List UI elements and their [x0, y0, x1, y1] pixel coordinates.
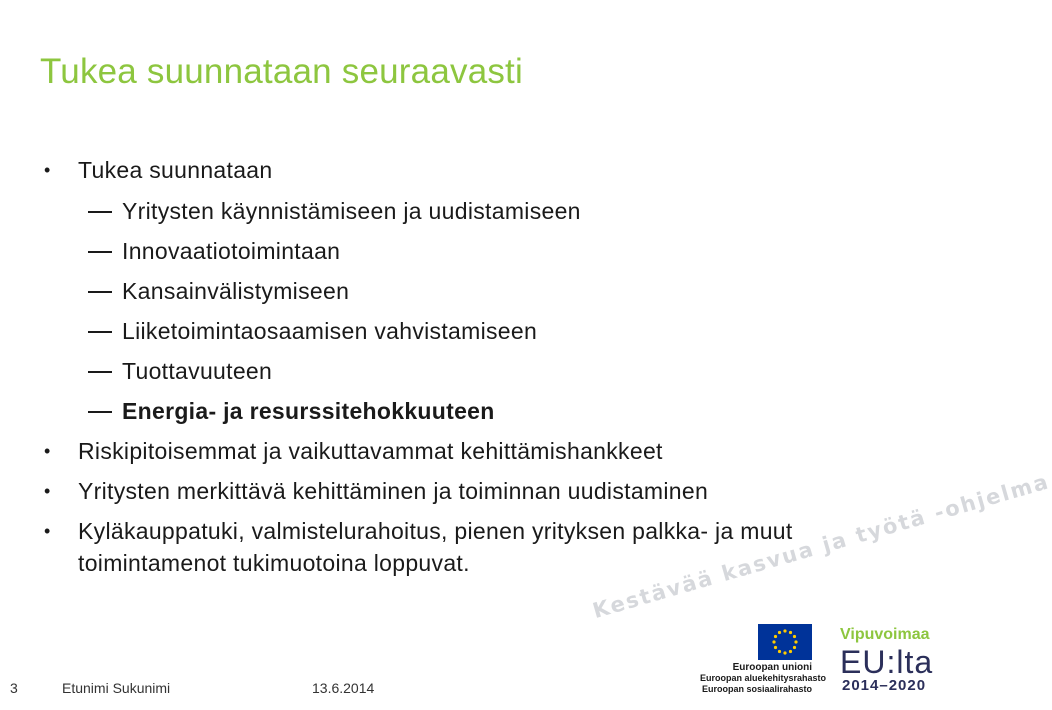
bullet-item	[44, 475, 709, 507]
bullet-item	[44, 154, 273, 186]
dash-icon	[88, 331, 112, 333]
eu-flag-icon	[758, 624, 812, 660]
eu-logo-text	[700, 662, 827, 695]
sub-bullet-text: Tuottavuuteen	[122, 358, 273, 384]
slide-title: Tukea suunnataan seuraavasti	[40, 52, 523, 91]
eu-line: Euroopan sosiaalirahasto	[701, 684, 812, 694]
sub-bullet-text: Liiketoimintaosaamisen vahvistamiseen	[122, 318, 538, 344]
sub-bullet-text: Innovaatiotoimintaan	[122, 238, 341, 264]
bullet-text: Riskipitoisemmat ja vaikuttavammat kehittämishankkeet	[78, 438, 663, 464]
sub-bullet-item	[122, 395, 495, 427]
page-number: 3	[10, 680, 18, 696]
vipuvoimaa-years: 2014–2020	[842, 677, 927, 694]
bullet-text: Yritysten merkittävä kehittäminen ja toiminnan uudistaminen	[78, 478, 709, 504]
sub-bullet-item	[122, 315, 537, 347]
dash-icon	[88, 411, 112, 413]
dash-icon	[88, 251, 112, 253]
sub-bullet-item	[122, 355, 272, 387]
bullet-text: Kyläkauppatuki, valmistelurahoitus, pienen yrityksen palkka- ja muut toimintamenot tukimuotoina loppuvat.	[78, 518, 793, 576]
footer-author: Etunimi Sukunimi	[62, 680, 171, 696]
bullet-dot-icon: •	[44, 441, 51, 461]
sub-bullet-text: Energia- ja resurssitehokkuuteen	[122, 398, 495, 424]
bullet-item	[44, 435, 663, 467]
vipuvoimaa-title: Vipuvoimaa	[840, 626, 930, 643]
sub-bullet-text: Yritysten käynnistämiseen ja uudistamiseen	[122, 198, 581, 224]
bullet-dot-icon: •	[44, 481, 51, 501]
eu-line: Euroopan aluekehitysrahasto	[700, 673, 827, 683]
sub-bullet-text: Kansainvälistymiseen	[122, 278, 350, 304]
dash-icon	[88, 371, 112, 373]
program-watermark: Kestävää kasvua ja työtä -ohjelma	[590, 469, 1052, 624]
eu-stars-icon	[758, 624, 812, 660]
dash-icon	[88, 211, 112, 213]
footer-date: 13.6.2014	[312, 680, 375, 696]
bullet-text: Tukea suunnataan	[78, 157, 273, 183]
bullet-dot-icon: •	[44, 521, 51, 541]
eu-line: Euroopan unioni	[732, 662, 812, 673]
sub-bullet-item	[122, 275, 349, 307]
bullet-dot-icon: •	[44, 160, 51, 180]
sub-bullet-item	[122, 235, 340, 267]
dash-icon	[88, 291, 112, 293]
vipuvoimaa-eu-text: EU:lta	[840, 644, 934, 680]
sub-bullet-item	[122, 195, 581, 227]
